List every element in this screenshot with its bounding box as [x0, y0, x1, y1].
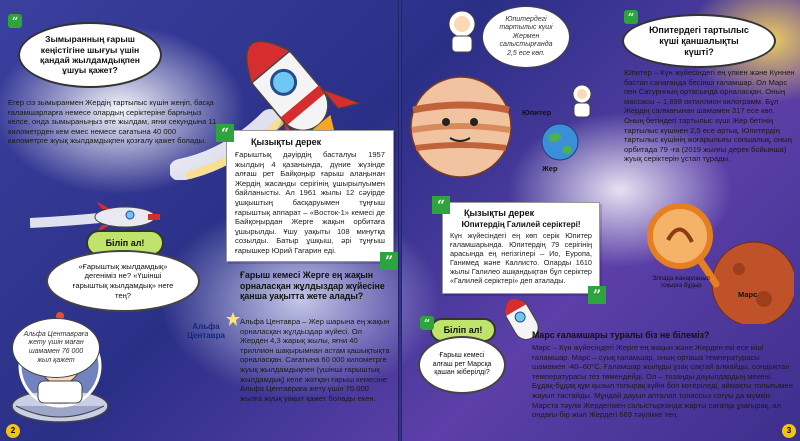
question-alpha-centauri: Ғарыш кемесі Жерге ең жақын орналасқан жұлдыздар жүйесіне қанша уақытта жете алады? — [240, 270, 385, 301]
astronaut-speech-bubble — [12, 318, 100, 378]
mars-paragraph: Марс – Күн жүйесіндегі Жерге ең жақын және Жерден екі есе кіші ғаламшар. Марс – суық ғаламшар, оның орташа температурасы шамамен -40–60°C. Ғаламшар жылуды ұзақ сақтай алмайды, сондықтан температурасы тез төмендейді. Ол – тозаңды дауылдардың мекені. Бұдақ-бұдақ құм қызыл топырақ күйін боп көтеріледі, аймақты толығымен жауып тастайды. Мұндай дауыл апталап толассыз соғуы да мүмкін. Марста тәулік Жердегімен салыстырғанда жарты сағатқа ұзағырақ, ал ондағы бір жыл Жердегі 669 тәулікке тең. — [532, 343, 793, 420]
question-bubble-jupiter-gravity — [622, 14, 776, 68]
fact-card-galilean-moons — [442, 202, 600, 294]
quote-mark-icon: “ — [216, 124, 234, 142]
learn-question-text: «Ғарыштық жылдамдық» дегеніміз не? «Үшінші ғарыштық жылдамдық» неге тең? — [72, 261, 174, 300]
jupiter-paragraph: Юпитер – Күн жүйесіндегі ең үлкен және Күннен бастап санағанда бесінші ғаламшар. Ол Марс пен Сатурнның ортасында орналасқан. Оның массасы – 1,898 октиллион килограмм. Бұл Жердің салмағынан шамамен 317 есе көп. Оның бетіндегі тартылыс күші Жер бетінің тартылыс күшінен 2,5 есе артық. Юпитердің тартылыс күшінің жоғарылығы соншалық, оның орбитада 79 -ға (2019 жылғы дерек бойынша) жуық серіктерін ұстап тұрады. — [624, 68, 795, 164]
quote-mark-icon: “ — [624, 10, 638, 24]
quote-mark-icon: ” — [588, 286, 606, 304]
learn-question-bubble — [418, 336, 506, 394]
astronaut-small-illustration — [442, 8, 482, 54]
earth-planet-illustration — [540, 122, 580, 162]
question-mars: Марс ғаламшары туралы біз не білеміз? — [532, 330, 710, 340]
fact-card-space-age — [226, 130, 394, 262]
learn-question-text: Ғарыш кемесі алғаш рет Марсқа қашан жіберілді? — [432, 352, 492, 377]
jupiter-label: Юпитер — [522, 108, 552, 117]
astronaut-on-earth-illustration — [568, 84, 596, 120]
page-number-right: 3 — [782, 424, 796, 438]
jupiter-gravity-speech-bubble — [482, 6, 570, 68]
magnifier-icon — [640, 198, 720, 288]
right-page — [402, 0, 800, 441]
fact-card-text: Ғарыштық дәуірдің басталуы 1957 жылдың 4 қазанында, дүние жүзінде алғаш рет Байқоңыр ғарыш алаңынан Жердің жасанды серігінің ұшырылуымен байланысты. Ал 1961 жылы 12 сәуірде ұшқыштың басқаруымен тұңғыш ғарыштық аппарат – «Восток-1» кемесі де Байқоңырдан Жерге жақын орбитаға ұшырылды. Ұшу уақыты 108 минутқа созылды. Батыр ұшқыш, әрі тұңғыш ғарышкер Юрий Гагарин еді. — [235, 150, 385, 255]
question-rocket-speed: Зымыранның ғарыш кеңістігіне шығуы үшін қандай жылдамдықпен ұшуы қажет? — [40, 34, 140, 76]
alpha-centauri-label: Альфа Центавра — [187, 322, 225, 340]
question-bubble-rocket-speed — [18, 22, 162, 88]
page-number-left: 2 — [6, 424, 20, 438]
dust-storm-label: Элпада жанарланып тоқырға бұдыр — [652, 276, 710, 289]
learn-label: Біліп ал! — [443, 325, 483, 335]
alpha-centauri-paragraph: Альфа Центавра – Жер шарына ең жақын орналасқан жұлдыздар жүйесі. Ол Жерден 4,3 жарық жылы, яғни 40 триллион шақырымнан астам қашықтықта орналасқан. Сағатына 60 000 километрге жуық жылдамдықпен (үшінші ғарыштық жылдамдық) келе жатқан ғарыш кемесіне Альфа Центавраға жету үшін 76 000 жылға жуық уақыт қажет болады екен. — [240, 317, 390, 403]
star-icon — [226, 312, 240, 326]
quote-mark-icon: “ — [8, 14, 22, 28]
fact-card-title: Қызықты дерек — [464, 208, 535, 218]
left-page — [0, 0, 398, 441]
jupiter-gravity-speech-text: Юпитердегі тартылыс күші Жермен салыстырғанда 2,5 есе көп. — [499, 15, 553, 57]
mars-rocket-illustration — [488, 290, 558, 350]
fact-card-text: Күн жүйесіндегі ең көп серік Юпитер ғаламшарында. Юпитердің 79 серігінің арасында ең негізгілері – Ио, Еуропа, Ганимед және Каллисто. Оларды 1610 жылы Галилео ашқандықтан бұл серіктер «Галилей серіктері» деп аталады. — [450, 231, 592, 285]
jupiter-planet-illustration — [406, 72, 516, 182]
quote-mark-icon: ” — [380, 252, 398, 270]
learn-label: Біліп ал! — [105, 238, 145, 248]
question-jupiter-gravity: Юпитердегі тартылыс күші қаншалықты күшті? — [649, 24, 749, 57]
fact-card-title: Қызықты дерек — [251, 137, 322, 147]
learn-question-bubble — [46, 250, 200, 312]
fact-card-subtitle: Юпитердің Галилей серіктері! — [461, 220, 581, 229]
mars-label: Марс — [738, 290, 758, 299]
astronaut-speech-text: Альфа Центавраға жету үшін маған шамамен 76 000 жыл қажет — [23, 330, 89, 364]
intro-paragraph: Егер сіз зымыранмен Жердің тартылыс күшін жеңіп, басқа ғаламшарларға немесе олардың серіктеріне барғыңыз келсе, онда зымыраныңыз өте жылдам, яғни секундына 11 километрден кем емес немесе сағатына 40 000 километрге жуық жылдамдықпен қозғалу қажет болады. — [8, 98, 217, 146]
quote-mark-icon: “ — [432, 196, 450, 214]
quote-mark-icon: “ — [420, 316, 434, 330]
earth-label: Жер — [542, 164, 558, 173]
